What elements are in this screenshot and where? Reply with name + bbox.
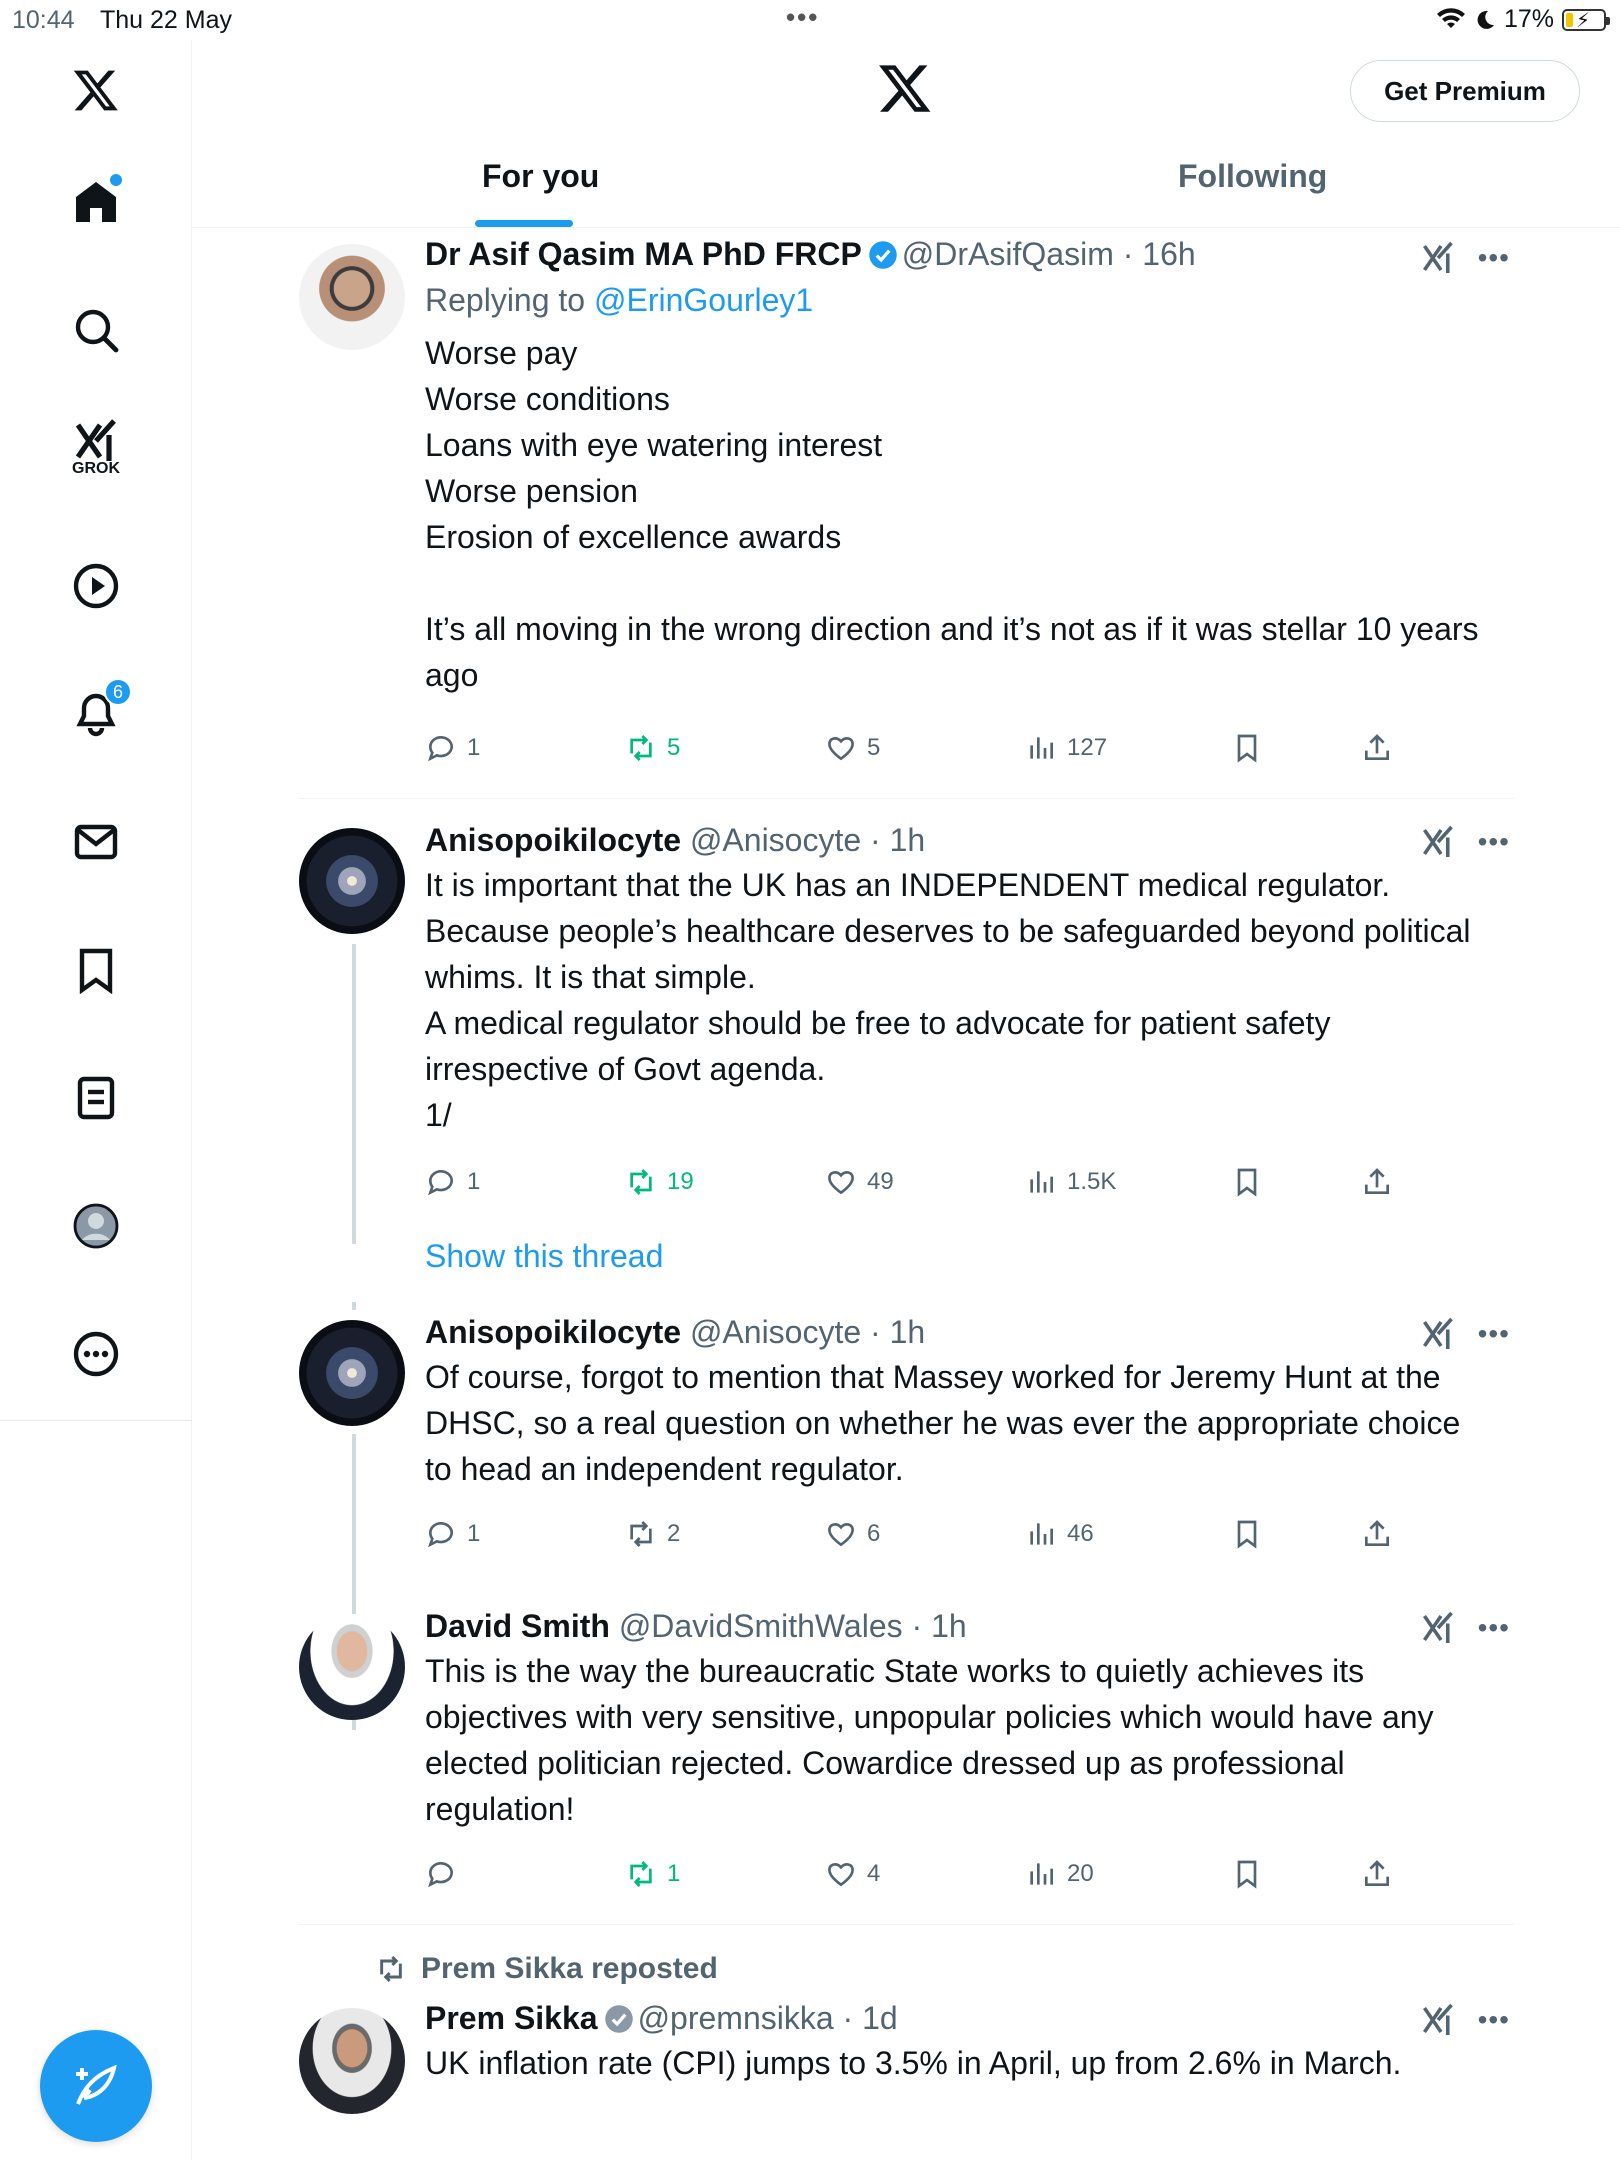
x-logo-icon[interactable] xyxy=(56,50,136,130)
tweet-actions xyxy=(425,1514,1425,1554)
author-name[interactable]: Anisopoikilocyte xyxy=(425,1314,682,1350)
lists-icon[interactable] xyxy=(56,1058,136,1138)
repost-icon xyxy=(625,1518,657,1550)
battery-icon: ⚡ xyxy=(1562,9,1606,31)
separator-dot: · xyxy=(1122,236,1134,272)
avatar[interactable] xyxy=(299,1320,405,1426)
like-count: 5 xyxy=(867,734,881,761)
views-icon xyxy=(1025,732,1057,764)
tweet-text: UK inflation rate (CPI) jumps to 3.5% in April, up from 2.6% in March. xyxy=(425,2045,1402,2081)
x-logo-icon[interactable] xyxy=(877,60,933,116)
tweet-text: Of course, forgot to mention that Massey worked for Jeremy Hunt at the DHSC, so a real question on whether he was ever the appropriate choice to head an independent regulator. xyxy=(425,1359,1461,1487)
reply-count: 1 xyxy=(467,1168,481,1195)
home-icon[interactable] xyxy=(56,162,136,242)
view-count: 127 xyxy=(1067,734,1108,761)
status-time: 10:44 xyxy=(12,6,75,34)
avatar[interactable] xyxy=(299,828,405,934)
reply-prefix: Replying to xyxy=(425,282,586,318)
repost-count: 1 xyxy=(667,1860,681,1887)
more-options-icon[interactable]: ••• xyxy=(1477,1318,1510,1349)
reply-icon xyxy=(425,1166,457,1198)
avatar[interactable] xyxy=(299,2008,405,2114)
repost-icon xyxy=(625,1858,657,1890)
bookmark-icon xyxy=(1231,1518,1263,1550)
reply-button[interactable] xyxy=(425,1854,467,1894)
thread-connector xyxy=(352,1302,356,1310)
tweet-content xyxy=(425,1312,1485,1492)
tweet-content xyxy=(425,820,1485,1138)
reply-button[interactable] xyxy=(425,1162,480,1202)
compose-button[interactable] xyxy=(40,2030,152,2142)
more-icon[interactable] xyxy=(56,1314,136,1394)
battery-percent: 17% xyxy=(1503,5,1554,33)
tweet-header xyxy=(425,1998,1485,2038)
wifi-icon xyxy=(1436,8,1466,32)
tweet-actions xyxy=(425,1854,1425,1894)
share-button[interactable] xyxy=(1361,728,1393,768)
bookmark-icon xyxy=(1231,732,1263,764)
heart-icon xyxy=(825,732,857,764)
repost-icon xyxy=(375,1953,407,1985)
tab-for-you[interactable]: For you xyxy=(482,158,600,194)
show-thread-link[interactable]: Show this thread xyxy=(425,1238,664,1274)
tweet-actions xyxy=(425,728,1425,768)
status-right xyxy=(1436,5,1606,34)
reply-context xyxy=(425,280,1485,320)
share-icon xyxy=(1361,1518,1393,1550)
bookmark-button[interactable] xyxy=(1231,1514,1263,1554)
repost-count: 5 xyxy=(667,734,681,761)
reply-icon xyxy=(425,732,457,764)
reply-icon xyxy=(425,1518,457,1550)
like-button[interactable] xyxy=(825,728,880,768)
tweet-actions xyxy=(425,1162,1425,1202)
bookmark-button[interactable] xyxy=(1231,728,1263,768)
views-icon xyxy=(1025,1858,1057,1890)
tab-following[interactable]: Following xyxy=(1178,158,1328,194)
active-tab-indicator xyxy=(475,220,573,227)
avatar[interactable] xyxy=(299,1614,405,1720)
separator-dot: · xyxy=(870,1314,881,1350)
like-count: 4 xyxy=(867,1860,881,1887)
separator-dot: · xyxy=(911,1608,923,1644)
moon-icon xyxy=(1474,9,1496,31)
author-handle[interactable]: @Anisocyte xyxy=(689,1314,862,1350)
repost-icon xyxy=(625,1166,657,1198)
verified-badge-icon xyxy=(604,2004,634,2034)
share-button[interactable] xyxy=(1361,1514,1393,1554)
more-options-icon[interactable]: ••• xyxy=(1477,1612,1510,1643)
tweet-text: This is the way the bureaucratic State works to quietly achieves its objectives with very sensitive, unpopular policies which would have any elected politician rejected. Cowardice dressed up as professional regulation! xyxy=(425,1653,1434,1827)
tweet-time[interactable]: 1h xyxy=(889,1314,926,1350)
author-name[interactable]: Anisopoikilocyte xyxy=(425,822,682,858)
tweet-header xyxy=(425,820,1485,860)
reposted-by-label[interactable]: Prem Sikka reposted xyxy=(421,1952,718,1985)
share-button[interactable] xyxy=(1361,1854,1393,1894)
profile-icon[interactable] xyxy=(56,1186,136,1266)
video-icon[interactable] xyxy=(56,546,136,626)
repost-button[interactable] xyxy=(625,1854,680,1894)
avatar[interactable] xyxy=(299,244,405,350)
author-name[interactable]: Dr Asif Qasim MA PhD FRCP xyxy=(425,236,862,272)
views-button[interactable] xyxy=(1025,728,1107,768)
reply-button[interactable] xyxy=(425,1514,480,1554)
reply-count: 1 xyxy=(467,734,481,761)
multitasking-dots-icon[interactable]: ••• xyxy=(786,2,820,32)
bookmark-button[interactable] xyxy=(1231,1162,1263,1202)
notifications-badge: 6 xyxy=(104,678,132,706)
sidebar-divider xyxy=(0,1420,192,1421)
repost-button[interactable] xyxy=(625,1514,680,1554)
repost-count: 19 xyxy=(667,1168,694,1195)
reply-mention[interactable]: @ErinGourley1 xyxy=(593,282,814,318)
like-button[interactable] xyxy=(825,1162,894,1202)
share-icon xyxy=(1361,1166,1393,1198)
author-name[interactable]: David Smith xyxy=(425,1608,610,1644)
share-icon xyxy=(1361,1858,1393,1890)
tweet-text: It is important that the UK has an INDEPENDENT medical regulator. Because people’s healthcare deserves to be safeguarded beyond political whims. It is that simple. A medical regulator should be free to advocate for patient safety irrespective of Govt agenda. 1/ xyxy=(425,867,1471,1133)
tweet-content xyxy=(425,234,1485,698)
reply-count: 1 xyxy=(467,1520,481,1547)
sidebar xyxy=(0,40,192,2160)
heart-icon xyxy=(825,1518,857,1550)
author-handle[interactable]: @DavidSmithWales xyxy=(618,1608,903,1644)
tweet-header xyxy=(425,1606,1485,1646)
repost-count: 2 xyxy=(667,1520,681,1547)
bell-icon[interactable] xyxy=(56,674,136,754)
tweet-content xyxy=(425,1606,1485,1832)
author-handle[interactable]: @DrAsifQasim xyxy=(901,236,1114,272)
home-unread-dot xyxy=(110,174,122,186)
tweet-header xyxy=(425,1312,1485,1352)
views-button[interactable] xyxy=(1025,1514,1094,1554)
compose-icon xyxy=(72,2062,120,2110)
mail-icon[interactable] xyxy=(56,802,136,882)
author-handle[interactable]: @premnsikka xyxy=(637,2000,834,2036)
bookmark-button[interactable] xyxy=(1231,1854,1263,1894)
tweet-text: Worse pay Worse conditions Loans with eye watering interest Worse pension Erosion of excellence awards It’s all moving in the wrong direction and it’s not as if it was stellar 10 years ago xyxy=(425,335,1479,693)
thread-connector xyxy=(352,944,356,1244)
bookmark-icon xyxy=(1231,1858,1263,1890)
share-button[interactable] xyxy=(1361,1162,1393,1202)
heart-icon xyxy=(825,1858,857,1890)
like-count: 6 xyxy=(867,1520,881,1547)
tweet-content xyxy=(425,1998,1485,2086)
tweet-time[interactable]: 1h xyxy=(889,822,926,858)
tweet-time[interactable]: 1d xyxy=(862,2000,898,2036)
view-count: 20 xyxy=(1067,1860,1094,1887)
views-button[interactable] xyxy=(1025,1162,1116,1202)
timeline-header xyxy=(193,40,1620,228)
grok-icon[interactable] xyxy=(56,410,136,490)
get-premium-button[interactable]: Get Premium xyxy=(1350,60,1580,122)
reply-icon xyxy=(425,1858,457,1890)
tweet-divider xyxy=(298,798,1514,799)
repost-button[interactable] xyxy=(625,728,680,768)
tweet-divider xyxy=(298,1924,1514,1925)
author-handle[interactable]: @Anisocyte xyxy=(689,822,862,858)
more-options-icon[interactable]: ••• xyxy=(1477,2004,1510,2035)
views-button[interactable] xyxy=(1025,1854,1094,1894)
views-icon xyxy=(1025,1166,1057,1198)
view-count: 1.5K xyxy=(1067,1168,1117,1195)
status-date: Thu 22 May xyxy=(100,6,233,34)
share-icon xyxy=(1361,732,1393,764)
like-button[interactable] xyxy=(825,1854,880,1894)
views-icon xyxy=(1025,1518,1057,1550)
like-count: 49 xyxy=(867,1168,894,1195)
heart-icon xyxy=(825,1166,857,1198)
repost-button[interactable] xyxy=(625,1162,694,1202)
repost-icon xyxy=(625,732,657,764)
repost-context xyxy=(375,1952,718,1986)
separator-dot: · xyxy=(870,822,881,858)
tweet-time[interactable]: 16h xyxy=(1142,236,1196,272)
more-options-icon[interactable]: ••• xyxy=(1477,242,1510,273)
tweet-header xyxy=(425,234,1485,274)
view-count: 46 xyxy=(1067,1520,1094,1547)
like-button[interactable] xyxy=(825,1514,880,1554)
more-options-icon[interactable]: ••• xyxy=(1477,826,1510,857)
status-bar xyxy=(0,0,1620,40)
reply-button[interactable] xyxy=(425,728,480,768)
grok-label: GROK xyxy=(72,460,120,477)
tweet-time[interactable]: 1h xyxy=(931,1608,967,1644)
bookmark-icon[interactable] xyxy=(56,930,136,1010)
author-name[interactable]: Prem Sikka xyxy=(425,2000,598,2036)
separator-dot: · xyxy=(842,2000,854,2036)
search-icon[interactable] xyxy=(56,290,136,370)
verified-badge-icon xyxy=(868,240,898,270)
bookmark-icon xyxy=(1231,1166,1263,1198)
